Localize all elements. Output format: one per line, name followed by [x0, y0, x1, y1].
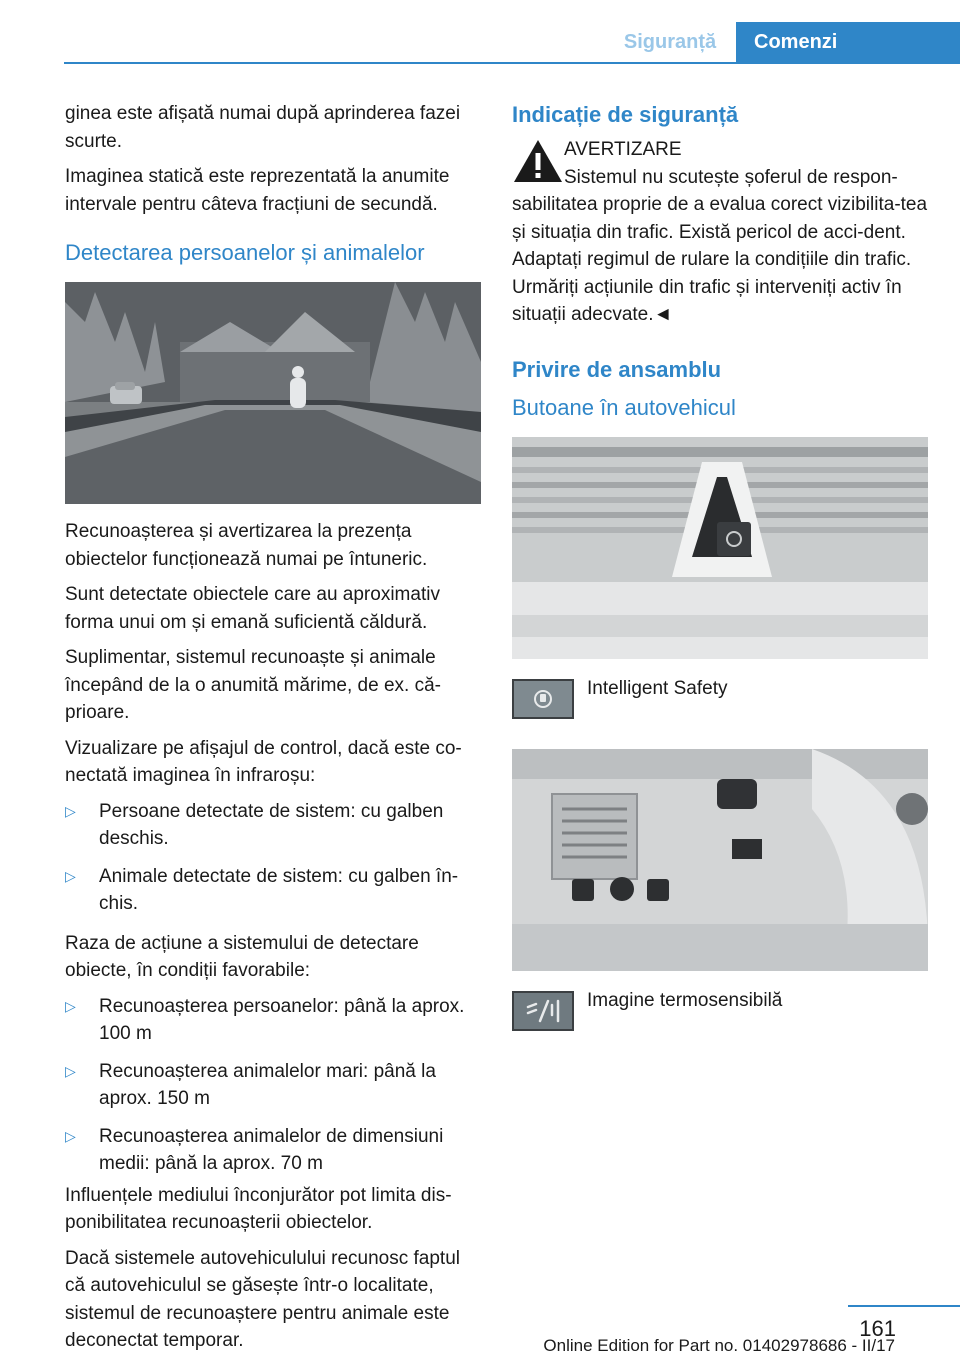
list-item: ▷ Animale detectate de sistem: cu galben în-chis. — [65, 863, 481, 918]
triangle-bullet-icon: ▷ — [65, 1127, 76, 1144]
paragraph: ginea este afișată numai după aprinderea fazei scurte. — [65, 103, 461, 152]
intelligent-safety-label: Intelligent Safety — [587, 677, 728, 699]
paragraph: Vizualizare pe afișajul de control, dacă este co-nectată imaginea în infraroșu: — [65, 737, 462, 786]
section-heading-safety-note: Indicație de siguranță — [512, 102, 739, 127]
section-heading-detection: Detectarea persoanelor și animalelor — [65, 240, 425, 265]
paragraph: Suplimentar, sistemul recunoaște și animale începând de la o anumită mărime, de ex. că-prioare. — [65, 647, 441, 723]
paragraph: Dacă sistemele autovehiculului recunosc faptul că autovehiculul se găsește într-o localitate, sistemul de recunoaștere pentru animale este deconectat temporar. — [65, 1247, 460, 1351]
edition-note: Online Edition for Part no. 01402978686 - II/17 — [543, 1336, 895, 1355]
range-list — [65, 993, 481, 1178]
section-heading-buttons: Butoane în autovehicul — [512, 394, 736, 420]
paragraph: Imaginea statică este reprezentată la anumite intervale pentru câteva fracțiuni de secundă. — [65, 166, 450, 215]
triangle-bullet-icon: ▷ — [65, 802, 76, 819]
list-item: ▷ Recunoașterea animalelor de dimensiuni medii: până la aprox. 70 m — [65, 1123, 481, 1178]
paragraph: Raza de acțiune a sistemului de detectare obiecte, în condiții favorabile: — [65, 932, 419, 981]
page-number: 161 — [859, 1316, 896, 1341]
left-column — [65, 100, 481, 1363]
warning-title: AVERTIZARE — [564, 139, 682, 160]
section-heading-overview: Privire de ansamblu — [512, 356, 722, 382]
list-item: ▷ Persoane detectate de sistem: cu galben deschis. — [65, 798, 481, 853]
intelligent-safety-button-icon — [512, 679, 574, 719]
list-item: ▷ Recunoașterea animalelor mari: până la aprox. 150 m — [65, 1058, 481, 1113]
list-item: ▷ Recunoașterea persoanelor: până la aprox. 100 m — [65, 993, 481, 1048]
dashboard-buttons-image — [512, 437, 928, 659]
paragraph: Recunoașterea și avertizarea la prezența obiectelor funcționează numai pe întuneric. — [65, 521, 428, 570]
display-colors-list — [65, 798, 481, 918]
footer-rule — [848, 1305, 960, 1307]
paragraph: Sunt detectate obiectele care au aproximativ forma unui om și emană suficientă căldură. — [65, 584, 440, 633]
triangle-bullet-icon: ▷ — [65, 1062, 76, 1079]
triangle-bullet-icon: ▷ — [65, 997, 76, 1014]
steering-column-image — [512, 749, 928, 971]
triangle-bullet-icon: ▷ — [65, 867, 76, 884]
thermal-image-button-icon — [512, 991, 574, 1031]
warning-text: Sistemul nu scutește șoferul de respon-sabilitatea proprie de a evalua corect vizibilita-tea și situația din trafic. Există pericol de acci-dent. Adaptați regimul de rulare la condițiile din trafic. Urmăriți acțiunile din trafic și interveniți activ în situații adecvate.◄ — [512, 166, 928, 325]
right-column — [512, 100, 932, 1061]
paragraph: Influențele mediului înconjurător pot limita dis-ponibilitatea recunoașterii obiectelor. — [65, 1184, 452, 1233]
warning-block — [512, 136, 932, 329]
header-tab-safety: Siguranță — [623, 31, 717, 53]
warning-triangle-icon — [512, 138, 564, 184]
night-vision-image — [65, 282, 481, 504]
header-rule — [64, 62, 960, 64]
intelligent-safety-row — [512, 677, 932, 739]
header-tab-controls: Comenzi — [736, 22, 960, 62]
thermal-image-label: Imagine termosensibilă — [587, 989, 783, 1011]
thermal-image-row — [512, 989, 932, 1051]
